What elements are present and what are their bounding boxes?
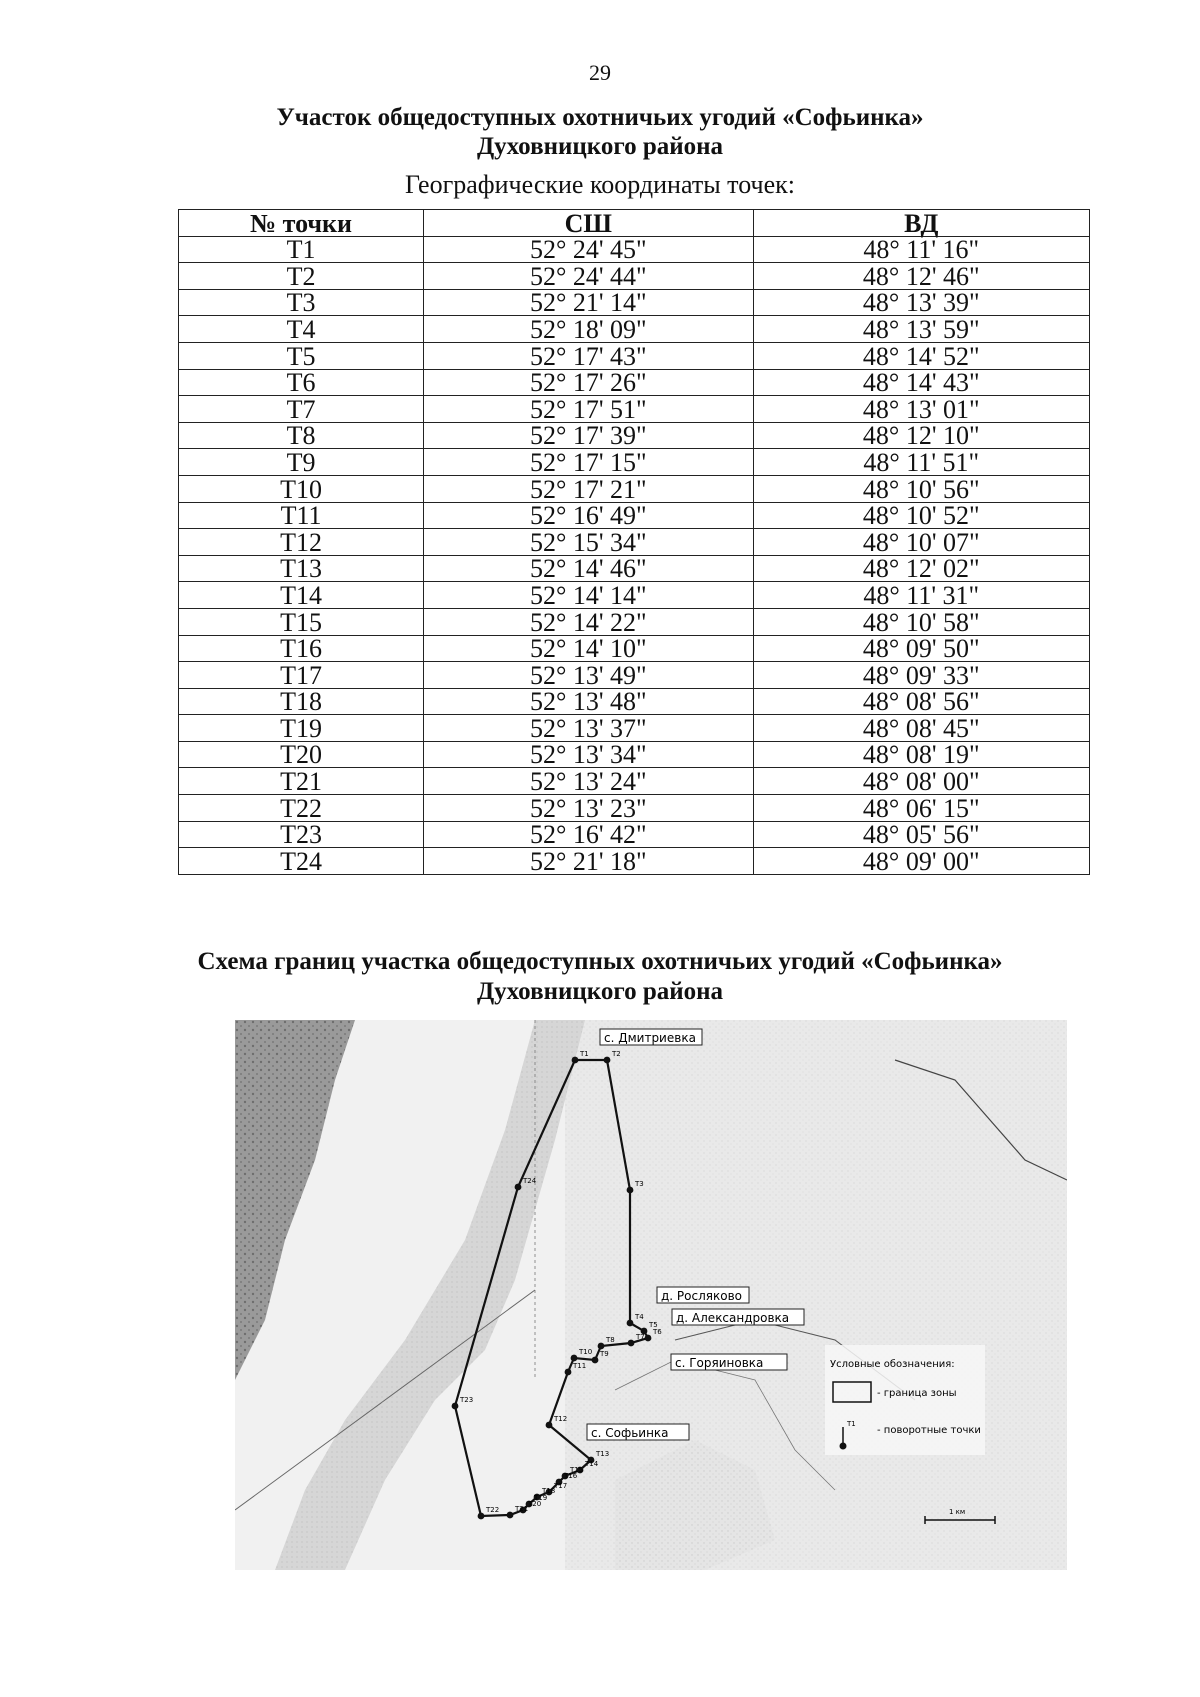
table-row xyxy=(179,848,1090,875)
coordinates-subtitle: Географические координаты точек: xyxy=(405,170,795,199)
cell-point-number: T8 xyxy=(179,422,424,449)
cell-longitude: 48° 10' 56" xyxy=(753,475,1089,502)
cell-longitude: 48° 12' 46" xyxy=(753,263,1089,290)
cell-point-number: T24 xyxy=(179,848,424,875)
cell-latitude: 52° 24' 44" xyxy=(424,263,754,290)
cell-latitude: 52° 16' 42" xyxy=(424,821,754,848)
table-header-row xyxy=(179,210,1090,237)
village-text-sofinka: с. Софьинка xyxy=(591,1426,669,1440)
cell-latitude: 52° 13' 34" xyxy=(424,741,754,768)
cell-longitude: 48° 10' 07" xyxy=(753,529,1089,556)
table-row xyxy=(179,768,1090,795)
turning-point-label: T2 xyxy=(612,1050,621,1058)
turning-point-marker xyxy=(565,1369,572,1376)
cell-longitude: 48° 11' 51" xyxy=(753,449,1089,476)
cell-point-number: T22 xyxy=(179,795,424,822)
cell-latitude: 52° 15' 34" xyxy=(424,529,754,556)
scheme-title-line1: Схема границ участка общедоступных охотничьих угодий «Софьинка» xyxy=(197,948,1003,975)
turning-point-label: T7 xyxy=(636,1333,645,1341)
turning-point-label: T18 xyxy=(542,1487,556,1495)
turning-point-label: T10 xyxy=(579,1348,593,1356)
cell-point-number: T4 xyxy=(179,316,424,343)
turning-point-label: T11 xyxy=(573,1362,587,1370)
cell-latitude: 52° 17' 51" xyxy=(424,396,754,423)
turning-point-label: T21 xyxy=(515,1505,529,1513)
legend-zone-boundary: - граница зоны xyxy=(877,1388,957,1399)
cell-longitude: 48° 11' 31" xyxy=(753,582,1089,609)
village-label-dmitrievka xyxy=(600,1029,702,1045)
cell-latitude: 52° 17' 26" xyxy=(424,369,754,396)
turning-point-marker xyxy=(645,1335,652,1342)
turning-point-label: T5 xyxy=(649,1321,658,1329)
cell-longitude: 48° 05' 56" xyxy=(753,821,1089,848)
cell-latitude: 52° 17' 21" xyxy=(424,475,754,502)
cell-latitude: 52° 14' 22" xyxy=(424,608,754,635)
cell-point-number: T11 xyxy=(179,502,424,529)
village-label-gorinovka xyxy=(671,1354,787,1370)
cell-longitude: 48° 06' 15" xyxy=(753,795,1089,822)
turning-point-label: T1 xyxy=(580,1050,589,1058)
turning-point-label: T23 xyxy=(460,1396,474,1404)
turning-point-label: T15 xyxy=(570,1466,584,1474)
village-text-aleksandrovka: д. Александровка xyxy=(676,1311,790,1325)
cell-point-number: T17 xyxy=(179,662,424,689)
cell-longitude: 48° 09' 50" xyxy=(753,635,1089,662)
turning-point-label: T3 xyxy=(635,1180,644,1188)
cell-longitude: 48° 13' 39" xyxy=(753,289,1089,316)
cell-latitude: 52° 13' 49" xyxy=(424,662,754,689)
cell-longitude: 48° 11' 16" xyxy=(753,236,1089,263)
cell-longitude: 48° 10' 58" xyxy=(753,608,1089,635)
cell-point-number: T19 xyxy=(179,715,424,742)
cell-longitude: 48° 14' 43" xyxy=(753,369,1089,396)
table-row xyxy=(179,369,1090,396)
village-text-gorinovka: с. Горяиновка xyxy=(675,1356,764,1370)
table-row xyxy=(179,608,1090,635)
cell-latitude: 52° 17' 39" xyxy=(424,422,754,449)
turning-point-label: T8 xyxy=(606,1336,615,1344)
turning-point-marker xyxy=(452,1403,459,1410)
village-text-dmitrievka: с. Дмитриевка xyxy=(604,1031,696,1045)
table-row xyxy=(179,821,1090,848)
scheme-title-line2: Духовницкого района xyxy=(476,978,724,1005)
turning-point-label: T19 xyxy=(534,1494,548,1502)
turning-point-marker xyxy=(598,1343,605,1350)
header-longitude: ВД xyxy=(753,210,1089,237)
turning-point-label: T4 xyxy=(635,1313,644,1321)
table-row xyxy=(179,422,1090,449)
cell-latitude: 52° 17' 15" xyxy=(424,449,754,476)
turning-point-marker xyxy=(627,1187,634,1194)
cell-longitude: 48° 13' 59" xyxy=(753,316,1089,343)
page-title-line2: Духовницкого района xyxy=(476,133,724,160)
cell-longitude: 48° 12' 10" xyxy=(753,422,1089,449)
table-row xyxy=(179,529,1090,556)
cell-latitude: 52° 13' 48" xyxy=(424,688,754,715)
cell-point-number: T16 xyxy=(179,635,424,662)
cell-longitude: 48° 08' 00" xyxy=(753,768,1089,795)
cell-point-number: T21 xyxy=(179,768,424,795)
table-row xyxy=(179,795,1090,822)
turning-point-label: T22 xyxy=(486,1506,500,1514)
cell-latitude: 52° 13' 24" xyxy=(424,768,754,795)
table-row xyxy=(179,635,1090,662)
table-row xyxy=(179,555,1090,582)
cell-latitude: 52° 14' 46" xyxy=(424,555,754,582)
table-row xyxy=(179,236,1090,263)
cell-point-number: T9 xyxy=(179,449,424,476)
map-legend xyxy=(825,1345,985,1455)
boundary-map xyxy=(235,1020,1067,1570)
cell-point-number: T7 xyxy=(179,396,424,423)
cell-point-number: T20 xyxy=(179,741,424,768)
table-row xyxy=(179,342,1090,369)
table-row xyxy=(179,449,1090,476)
legend-point-swatch xyxy=(840,1443,847,1450)
cell-point-number: T18 xyxy=(179,688,424,715)
cell-longitude: 48° 08' 19" xyxy=(753,741,1089,768)
cell-point-number: T3 xyxy=(179,289,424,316)
cell-longitude: 48° 08' 45" xyxy=(753,715,1089,742)
table-row xyxy=(179,741,1090,768)
cell-longitude: 48° 10' 52" xyxy=(753,502,1089,529)
turning-point-marker xyxy=(507,1512,514,1519)
turning-point-marker xyxy=(592,1357,599,1364)
cell-longitude: 48° 14' 52" xyxy=(753,342,1089,369)
table-row xyxy=(179,502,1090,529)
turning-point-label: T13 xyxy=(596,1450,610,1458)
legend-title: Условные обозначения: xyxy=(830,1359,955,1370)
cell-latitude: 52° 21' 18" xyxy=(424,848,754,875)
turning-point-marker xyxy=(572,1057,579,1064)
cell-point-number: T6 xyxy=(179,369,424,396)
cell-latitude: 52° 21' 14" xyxy=(424,289,754,316)
coordinates-table xyxy=(178,209,1090,875)
header-latitude: СШ xyxy=(424,210,754,237)
turning-point-label: T6 xyxy=(653,1328,662,1336)
table-row xyxy=(179,263,1090,290)
turning-point-marker xyxy=(627,1320,634,1327)
cell-point-number: T12 xyxy=(179,529,424,556)
turning-point-marker xyxy=(604,1057,611,1064)
turning-point-marker xyxy=(478,1513,485,1520)
cell-longitude: 48° 13' 01" xyxy=(753,396,1089,423)
turning-point-label: T20 xyxy=(528,1500,542,1508)
scale-label: 1 км xyxy=(949,1508,966,1516)
table-row xyxy=(179,715,1090,742)
cell-latitude: 52° 18' 09" xyxy=(424,316,754,343)
header-point-number: № точки xyxy=(179,210,424,237)
cell-latitude: 52° 17' 43" xyxy=(424,342,754,369)
turning-point-label: T12 xyxy=(554,1415,568,1423)
cell-latitude: 52° 16' 49" xyxy=(424,502,754,529)
cell-longitude: 48° 09' 00" xyxy=(753,848,1089,875)
cell-point-number: T5 xyxy=(179,342,424,369)
cell-longitude: 48° 09' 33" xyxy=(753,662,1089,689)
cell-latitude: 52° 13' 23" xyxy=(424,795,754,822)
turning-point-label: T14 xyxy=(585,1460,599,1468)
cell-latitude: 52° 14' 10" xyxy=(424,635,754,662)
cell-point-number: T2 xyxy=(179,263,424,290)
turning-point-marker xyxy=(628,1340,635,1347)
table-row xyxy=(179,289,1090,316)
table-row xyxy=(179,662,1090,689)
page-number: 29 xyxy=(589,60,611,85)
table-row xyxy=(179,316,1090,343)
cell-point-number: T14 xyxy=(179,582,424,609)
cell-point-number: T13 xyxy=(179,555,424,582)
turning-point-label: T17 xyxy=(554,1482,568,1490)
cell-latitude: 52° 14' 14" xyxy=(424,582,754,609)
cell-point-number: T15 xyxy=(179,608,424,635)
village-label-aleksandrovka xyxy=(672,1309,804,1325)
table-row xyxy=(179,688,1090,715)
turning-point-marker xyxy=(571,1355,578,1362)
table-row xyxy=(179,396,1090,423)
turning-point-label: T16 xyxy=(564,1472,578,1480)
legend-turning-points: - поворотные точки xyxy=(877,1425,981,1436)
cell-point-number: T23 xyxy=(179,821,424,848)
boundary-map-svg xyxy=(235,1020,1067,1570)
turning-point-label: T24 xyxy=(523,1177,537,1185)
cell-longitude: 48° 12' 02" xyxy=(753,555,1089,582)
cell-latitude: 52° 13' 37" xyxy=(424,715,754,742)
table-body xyxy=(179,236,1090,874)
cell-longitude: 48° 08' 56" xyxy=(753,688,1089,715)
turning-point-marker xyxy=(546,1422,553,1429)
village-label-roslyakovo xyxy=(657,1287,749,1303)
turning-point-marker xyxy=(515,1184,522,1191)
table-row xyxy=(179,475,1090,502)
table-row xyxy=(179,582,1090,609)
turning-point-label: T9 xyxy=(600,1350,609,1358)
cell-point-number: T10 xyxy=(179,475,424,502)
village-text-roslyakovo: д. Росляково xyxy=(661,1289,742,1303)
cell-point-number: T1 xyxy=(179,236,424,263)
cell-latitude: 52° 24' 45" xyxy=(424,236,754,263)
village-label-sofinka xyxy=(587,1424,689,1440)
page-title-line1: Участок общедоступных охотничьих угодий «Софьинка» xyxy=(276,104,924,131)
legend-sample-point-label: T1 xyxy=(847,1420,856,1428)
